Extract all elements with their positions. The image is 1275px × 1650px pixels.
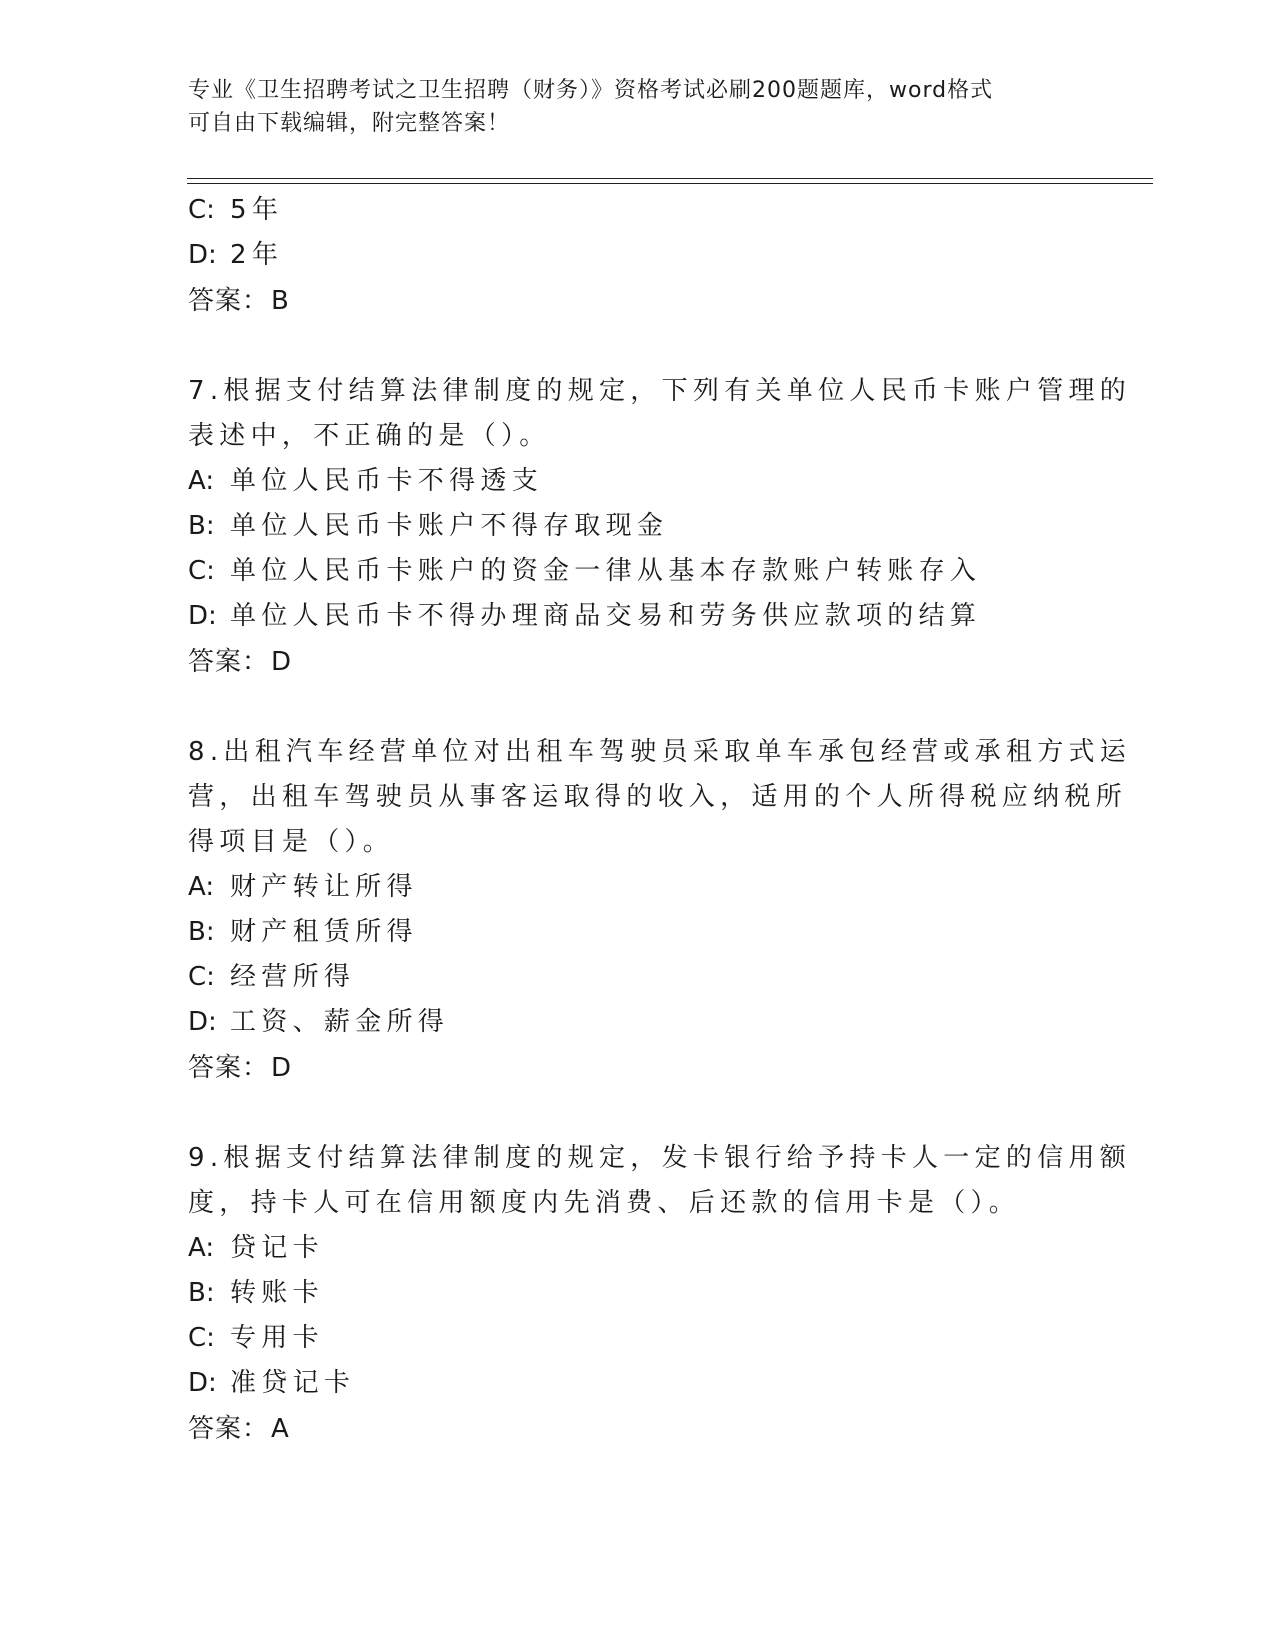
option-key: C: bbox=[188, 195, 215, 225]
option-d bbox=[188, 233, 1068, 278]
option-b bbox=[188, 1271, 1068, 1316]
option-a bbox=[188, 865, 1068, 910]
question-stem-line: 度，持卡人可在信用额度内先消费、后还款的信用卡是（）。 bbox=[188, 1188, 1021, 1218]
answer-value: B bbox=[271, 286, 289, 316]
option-d bbox=[188, 594, 1068, 639]
option-key: A: bbox=[188, 1233, 215, 1263]
question-8 bbox=[188, 730, 1132, 1091]
header-title-line-2: 可自由下载编辑，附完整答案！ bbox=[188, 111, 511, 136]
option-key: B: bbox=[188, 917, 215, 947]
option-text: 单位人民币卡不得透支 bbox=[230, 466, 544, 496]
answer-label: 答案： bbox=[188, 1053, 270, 1083]
option-c bbox=[188, 955, 1068, 1000]
answer-value: D bbox=[271, 647, 292, 677]
option-text: 2年 bbox=[230, 240, 284, 270]
answer-line bbox=[188, 639, 1068, 685]
header-divider-top bbox=[187, 178, 1153, 179]
option-text: 贷记卡 bbox=[230, 1233, 324, 1263]
option-text: 单位人民币卡不得办理商品交易和劳务供应款项的结算 bbox=[230, 601, 982, 631]
option-d bbox=[188, 1000, 1068, 1045]
option-key: D: bbox=[188, 240, 217, 270]
option-text: 工资、薪金所得 bbox=[230, 1007, 450, 1037]
question-stem-line: 8.出租汽车经营单位对出租车驾驶员采取单车承包经营或承租方式运 bbox=[188, 737, 1132, 767]
page-header bbox=[188, 74, 1088, 140]
option-key: A: bbox=[188, 466, 215, 496]
answer-line bbox=[188, 278, 1068, 324]
option-key: C: bbox=[188, 962, 215, 992]
option-text: 专用卡 bbox=[230, 1323, 324, 1353]
question-stem-line: 得项目是（）。 bbox=[188, 827, 395, 857]
option-b bbox=[188, 910, 1068, 955]
option-text: 单位人民币卡账户不得存取现金 bbox=[230, 511, 669, 541]
option-text: 单位人民币卡账户的资金一律从基本存款账户转账存入 bbox=[230, 556, 982, 586]
option-text: 经营所得 bbox=[230, 962, 356, 992]
option-key: B: bbox=[188, 511, 215, 541]
option-key: D: bbox=[188, 1007, 217, 1037]
answer-label: 答案： bbox=[188, 1414, 270, 1444]
header-divider-bottom bbox=[187, 183, 1153, 184]
answer-line bbox=[188, 1045, 1068, 1091]
option-c bbox=[188, 549, 1068, 594]
question-carryover bbox=[188, 188, 1068, 324]
option-text: 准贷记卡 bbox=[230, 1368, 356, 1398]
option-key: B: bbox=[188, 1278, 215, 1308]
header-title-line-1: 专业《卫生招聘考试之卫生招聘（财务）》资格考试必刷200题题库，word格式 bbox=[188, 78, 994, 103]
option-text: 转账卡 bbox=[230, 1278, 324, 1308]
answer-label: 答案： bbox=[188, 647, 270, 677]
option-key: D: bbox=[188, 1368, 217, 1398]
question-9 bbox=[188, 1136, 1132, 1452]
question-stem-line: 7.根据支付结算法律制度的规定，下列有关单位人民币卡账户管理的 bbox=[188, 376, 1132, 406]
option-text: 财产租赁所得 bbox=[230, 917, 418, 947]
question-stem-line: 营，出租车驾驶员从事客运取得的收入，适用的个人所得税应纳税所 bbox=[188, 782, 1128, 812]
question-list bbox=[188, 188, 1132, 1452]
option-d bbox=[188, 1361, 1068, 1406]
option-text: 5年 bbox=[230, 195, 284, 225]
option-key: D: bbox=[188, 601, 217, 631]
question-stem-line: 9.根据支付结算法律制度的规定，发卡银行给予持卡人一定的信用额 bbox=[188, 1143, 1132, 1173]
option-key: C: bbox=[188, 1323, 215, 1353]
option-c bbox=[188, 188, 1068, 233]
option-a bbox=[188, 1226, 1068, 1271]
option-c bbox=[188, 1316, 1068, 1361]
answer-line bbox=[188, 1406, 1068, 1452]
option-text: 财产转让所得 bbox=[230, 872, 418, 902]
question-7 bbox=[188, 369, 1132, 685]
answer-value: D bbox=[271, 1053, 292, 1083]
option-key: C: bbox=[188, 556, 215, 586]
answer-label: 答案： bbox=[188, 286, 270, 316]
option-key: A: bbox=[188, 872, 215, 902]
option-a bbox=[188, 459, 1068, 504]
option-b bbox=[188, 504, 1068, 549]
answer-value: A bbox=[271, 1414, 289, 1444]
question-stem-line: 表述中，不正确的是（）。 bbox=[188, 421, 551, 451]
